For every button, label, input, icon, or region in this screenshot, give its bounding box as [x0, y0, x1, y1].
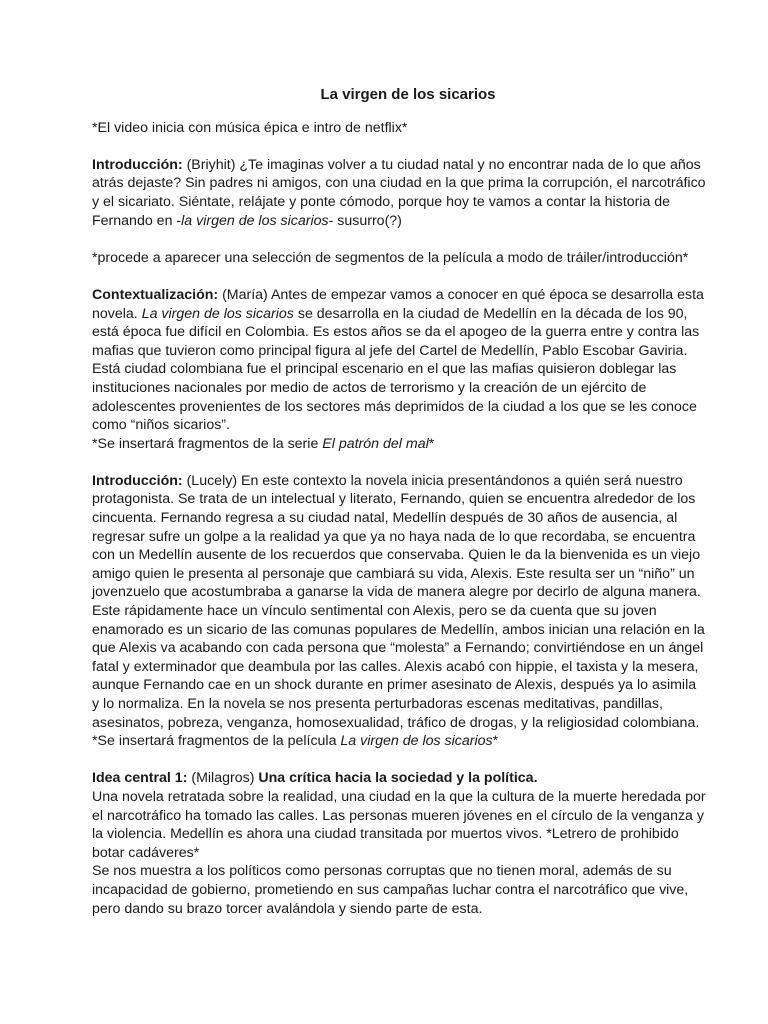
intro-italic-title: la virgen de los sicarios: [181, 212, 329, 229]
idea1-label: Idea central 1:: [92, 770, 188, 787]
idea1-text: Una novela retratada sobre la realidad, una ciudad en la que la cultura de la muerte heredada por el narcotráfico ha tomado las calles. Las personas mueren jóvenes en el círculo de la venganza y la violencia. Medellín es ahora una ciudad transitada por muertos vivos. *Letrero de prohibido botar cadáveres*: [92, 788, 706, 861]
intro-paragraph-2: [92, 472, 706, 732]
idea1-speaker: (Milagros): [187, 770, 259, 787]
intro-paragraph-1: [92, 156, 706, 230]
intro-text-b: - susurro(?): [328, 212, 402, 229]
context-note: [92, 435, 706, 454]
opening-note-text: *El video inicia con música épica e intro de netflix*: [92, 119, 408, 136]
context-label: Contextualización:: [92, 286, 219, 303]
idea1-text2: Se nos muestra a los políticos como personas corruptas que no tienen moral, además de su incapacidad de gobierno, prometiendo en sus campañas luchar contra el narcotráfico que vive, pero dando su brazo torcer avalándola y siendo parte de esta.: [92, 863, 689, 917]
intro-text-a: (Briyhit) ¿Te imaginas volver a tu ciudad natal y no encontrar nada de lo que años atrás dejaste? Sin padres ni amigos, con una ciudad en la que prima la corrupción, el narcotráfico y el sicariato. Siéntate, relájate y ponte cómodo, porque hoy te vamos a contar la historia de Fernando en -: [92, 156, 706, 229]
context-italic-title: La virgen de los sicarios: [141, 305, 294, 322]
context-note-italic: El patrón del mal: [322, 435, 429, 452]
context-note-a: *Se insertará fragmentos de la serie: [92, 435, 323, 452]
intro2-note: [92, 732, 706, 751]
idea1-paragraph-2: [92, 862, 706, 918]
idea-central-1-heading: [92, 769, 706, 788]
idea1-paragraph: [92, 788, 706, 862]
intro2-label: Introducción:: [92, 472, 183, 489]
intro2-text: (Lucely) En este contexto la novela inicia presentándonos a quién será nuestro protagonista. Se trata de un intelectual y literato, Fernando, quien se encuentra alrededor de los cincuenta. Fernando regresa a su ciudad natal, Medellín después de 30 años de ausencia, al regresar sufre un golpe a la realidad ya que ya no haya nada de lo que recordaba, se encuentra con un Medellín ausente de los recuerdos que conservaba. Quien le da la bienvenida es un viejo amigo quien le presenta al personaje que cambiará su vida, Alexis. Este resulta ser un “niño” un jovenzuelo que acostumbraba a ganarse la vida de manera alegre por decirlo de alguna manera. Este rápidamente hace un vínculo sentimental con Alexis, pero se da cuenta que su joven enamorado es un sicario de las comunas populares de Medellín, ambos inician una relación en la que Alexis va acabando con cada persona que “molesta” a Fernando; convirtiéndose en un ángel fatal y exterminador que deambula por las calles. Alexis acabó con hippie, el taxista y la mesera, aunque Fernando cae en un shock durante en primer asesinato de Alexis, después ya lo asimila y lo normaliza. En la novela se nos presenta perturbadoras escenas meditativas, pandillas, asesinatos, pobreza, venganza, homosexualidad, tráfico de drogas, y la religiosidad colombiana.: [92, 472, 705, 731]
trailer-note: [92, 249, 706, 268]
document-title: La virgen de los sicarios: [320, 86, 496, 103]
intro2-note-italic: La virgen de los sicarios: [340, 733, 493, 750]
opening-note: [92, 119, 706, 138]
intro2-note-a: *Se insertará fragmentos de la película: [92, 733, 341, 750]
intro2-note-b: *: [492, 733, 499, 750]
context-paragraph: [92, 286, 706, 435]
context-note-b: *: [428, 435, 435, 452]
context-text-a: (María) Antes de empezar vamos a conocer en qué época se desarrolla esta novela.: [92, 286, 704, 322]
trailer-note-text: *procede a aparecer una selección de segmentos de la película a modo de tráiler/introducción*: [92, 249, 689, 266]
context-text-b: se desarrolla en la ciudad de Medellín en la década de los 90, está época fue difícil en Colombia. Es estos años se da el apogeo de la guerra entre y contra las mafias que tuvieron como principal figura al jefe del Cartel de Medellín, Pablo Escobar Gaviria. Está ciudad colombiana fue el principal escenario en el que las mafias quisieron doblegar las instituciones nacionales por medio de actos de terrorismo y la creación de un ejército de adolescentes provenientes de los sectores más deprimidos de la ciudad a los que se les conoce como “niños sicarios”.: [92, 305, 700, 434]
idea1-heading: Una crítica hacia la sociedad y la política.: [258, 770, 538, 787]
intro-label: Introducción:: [92, 156, 183, 173]
